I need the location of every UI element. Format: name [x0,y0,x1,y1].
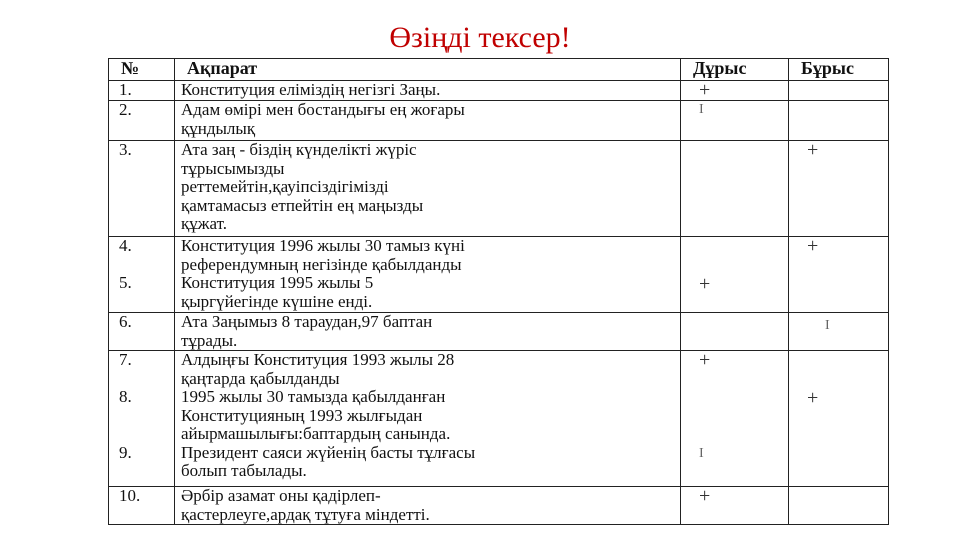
row-info [175,487,681,525]
quiz-table [108,58,889,525]
header-wrong: Бұрыс [789,59,889,81]
header-num: № [109,59,175,81]
correct-mark: + [699,486,711,507]
info-line: референдумның негізінде қабылданды [181,254,462,274]
correct-mark: + [699,350,711,371]
info-line: қамтамасыз етпейтін ең маңызды [181,195,424,215]
info-line: Конституция еліміздің негізгі Заңы. [181,80,441,99]
table-header-row [109,59,889,81]
info-line: қастерлеуге,ардақ тұтуға міндетті. [181,504,430,524]
info-line: құндылық [181,118,256,138]
info-line: тұрысымызды [181,158,285,178]
header-correct: Дұрыс [681,59,789,81]
info-line: Адам өмірі мен бостандығы ең жоғары [181,100,465,119]
table-row [109,313,889,351]
wrong-mark: + [807,236,819,257]
row-number: 2. [119,100,132,119]
wrong-mark: I [825,318,830,333]
info-line: реттемейтін,қауіпсіздігімізді [181,177,389,196]
info-line: құжат. [181,214,228,233]
row-number: 7. [119,350,132,369]
row-number: 6. [119,312,132,331]
table-row [109,141,889,237]
info-line: тұрады. [181,330,238,350]
info-line: Әрбір азамат оны қадірлеп- [181,486,381,505]
row-number: 4. [119,236,132,255]
info-line: Ата заң - біздің күнделікті жүріс [181,140,417,159]
info-line: Конституцияның 1993 жылғыдан [181,405,423,425]
info-line: Алдыңғы Конституция 1993 жылы 28 [181,350,455,369]
table-row [109,237,889,313]
row-info [175,237,681,313]
wrong-mark: + [807,140,819,161]
correct-mark: I [699,446,704,461]
wrong-mark: + [807,387,819,409]
info-line: қыргүйегінде күшіне енді. [181,291,373,311]
table-row [109,487,889,525]
correct-mark: + [699,80,711,101]
row-number: 8. [119,386,132,406]
row-number: 9. [119,443,132,462]
correct-mark: + [699,273,711,295]
info-line: Конституция 1995 жылы 5 [181,273,374,292]
row-number: 1. [119,80,132,99]
info-line: 1995 жылы 30 тамызда қабылданған [181,387,446,406]
table-row [109,351,889,487]
correct-mark: I [699,102,704,117]
info-line: Конституция 1996 жылы 30 тамыз күні [181,236,465,255]
info-line: айырмашылығы:баптардың санында. [181,424,451,443]
info-line: Ата Заңымыз 8 тараудан,97 баптан [181,312,433,331]
row-info [175,351,681,487]
slide-title: Өзіңді тексер! [389,21,571,54]
row-info [175,141,681,237]
row-info [175,101,681,141]
table-row [109,101,889,141]
row-number: 3. [119,140,132,159]
info-line: қаңтарда қабылданды [181,368,340,388]
header-info: Ақпарат [175,59,681,81]
table-row [109,81,889,101]
row-info [175,81,681,101]
info-line: болып табылады. [181,461,307,480]
info-line: Президент саяси жүйенің басты тұлғасы [181,442,476,462]
row-number: 5. [119,272,132,292]
row-info [175,313,681,351]
row-number: 10. [119,486,141,505]
